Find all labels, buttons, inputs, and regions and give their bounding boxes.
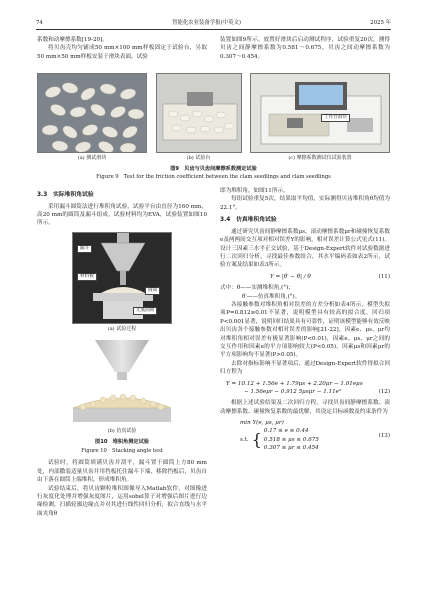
test-bench-photo [156,73,242,153]
paragraph: 采用漏斗圆筒法进行堆积角试验，试验平台由直径为160 mm、高20 mm的圆筒及漏斗组成，试验材料均为EVA，试验装置如图10所示。 [37,203,207,227]
definition: θ′——仿真堆积角,(°)。 [242,293,301,300]
label-funnel: 漏斗 [77,245,92,253]
equation-11-number: (11) [378,273,390,280]
simulation-photo [63,336,181,426]
label-worktable-slider: 工作台滑块 [321,114,350,122]
paragraph: 根据上述试验结果及二次回归方程，寻找贝齿间静摩擦系数、滚动摩擦系数、碰撞恢复系数的最优解，其设定目标函数及约束条件为 [220,400,390,415]
paragraph: 通过研究贝齿间静摩擦系数μs、滚动摩擦系数μr和碰撞恢复系数e及两两间交互项对相对误差Y的影响，相对误差计算公式见式(11)。设计三因素三水平正交试验，基于Design-Expert软件对试验数据进行二次回归分析，寻找最佳参数组合，其水平编码表如表2所示，试验方案及结果如表3所示。 [220,228,390,269]
paragraph: 将贝齿壳均匀铺成50 mm×100 mm样板固定于试验台，另取50 mm×50 mm样板安装于滑块表面，试验 [37,45,207,60]
paragraph: 每组试验重复5次，结果取平均值，实际测得贝齿堆积角θ均值为22.1°。 [220,196,390,211]
equation-13-constraint-mus: 0.518 ≤ μs ≤ 0.675 [263,436,319,443]
figure-10b-caption: (b) 仿真试验 [107,428,137,435]
equation-13-constraint-e: 0.17 ≤ e ≤ 0.44 [263,428,309,435]
section-heading-3-4: 3.4 仿真堆积角试验 [220,217,277,224]
equation-11-body: Y = |θ′ − θ| / θ [270,273,311,280]
equation-12-line-2: − 1.56eμr − 0.912 5μsμr − 1.11e² [244,388,342,395]
paragraph: 各接触参数对堆积角相对误差的方差分析如表4所示，模型失拟项P=0.812≥0.01不显著，说明模型具有较高的拟合度，回归项P<0.001显著，说明回归结果具有可靠性，证明该模型能够有效反映出贝齿各个接触参数对相对误差的影响[21-22]。因素e、μs、μr均对堆积角相对误差有极显著影响(P<0.01)，因素e、μs、μr之间的交互作用和因素e的平方项影响较大(P<0.05)，因素μs和因素μr的平方项影响均不显著(P>0.05)。 [220,301,390,359]
year: 2025 年 [370,19,391,26]
equation-13-number: (13) [378,432,390,439]
figure-10 [37,232,207,456]
figure-9c [250,73,390,163]
label-material-board: 材料板 [77,273,97,281]
definition: 式中：θ——实测堆积角,(°)； [220,285,294,292]
right-top-text [220,36,390,61]
section-heading-3-3: 3.3 实际堆积角试验 [37,192,94,198]
paragraph: 试验时，将圆筒填满贝齿并刮平，漏斗置于圆筒上方80 mm处，内部撒装适量贝齿并用挡板托住漏斗下端，移除挡板后，贝齿自由下落在圆筒上端堆积，形成堆积角。 [37,460,207,484]
journal-title: 智能化农业装备学报(中英文) [172,19,241,26]
figure-9c-caption: (c) 摩擦系数测试仪试验装置 [288,155,352,161]
equation-12-line-1: Y = 10.12 + 1.56e + 1.79μs + 2.20μr − 1.01eμs [226,380,363,387]
equation-13: min Y(e, μs, μr) s.t. { 0.17 ≤ e ≤ 0.44 0.518 ≤ μs ≤ 0.675 0.307 ≤ μr ≤ 0.454 (13) [240,420,390,452]
figure-9b [156,73,242,163]
figure-9 [37,73,390,182]
figure-10-caption-cn: 图10 堆积角测定试验 [95,438,149,445]
equation-13-objective: min Y(e, μs, μr) [240,420,284,427]
equation-12 [220,380,390,397]
figure-10a-caption: (a) 试验过程 [107,325,137,332]
figure-9-caption-en: Figure 9 Test for the friction coefficient between the clam seedlings and clam seedlings [96,174,331,181]
equation-13-constraint-mur: 0.307 ≤ μr ≤ 0.454 [263,445,319,452]
page-number: 74 [36,19,43,26]
figure-9a-caption: (a) 测试滑块 [77,155,107,161]
equation-12-number: (12) [378,388,390,395]
right-column [220,187,390,456]
paragraph: 装置如图9所示。放置好滑块后启动测试程序，试验重复20次，测得贝齿之间静摩擦系数为0.581～0.675，贝齿之间动摩擦系数为0.307～0.454。 [220,37,390,60]
paragraph: 试验结束后，将贝齿颗粒堆积图像导入Matlab软件，对图像进行灰度化处理并增强灰度图片，运用sobel算子对增强后图片进行边缘检测，扫描轮廓边缘点并对其进行线性回归分析，拟合直线与水平面夹角θ [37,485,207,517]
paragraph: 系数和动摩擦系数[19-20]。 [37,37,108,43]
label-bottomless-cylinder: 无底圆筒 [133,307,157,315]
left-top-text [37,36,207,61]
figure-9b-caption: (b) 试验台 [186,155,211,161]
label-cylinder: 圆筒 [145,287,160,295]
friction-tester-photo [250,73,390,153]
equation-11 [220,273,390,281]
paragraph: 即为堆积角，如图11所示。 [220,188,289,194]
left-column [37,187,207,518]
figure-10-caption-en: Figure 10 Stacking angle test [81,447,163,454]
clam-slider-photo [37,73,147,153]
equation-13-st: s.t. [240,436,249,443]
page-header [36,18,391,30]
figure-9a [37,73,147,163]
figure-9-caption-cn: 图9 贝齿与贝齿间摩擦系数测定试验 [170,165,257,172]
paragraph: 去除对指标影响不显著项后，通过Design-Expert软件得拟合回归方程为 [220,360,390,376]
stacking-process-photo [72,232,172,324]
